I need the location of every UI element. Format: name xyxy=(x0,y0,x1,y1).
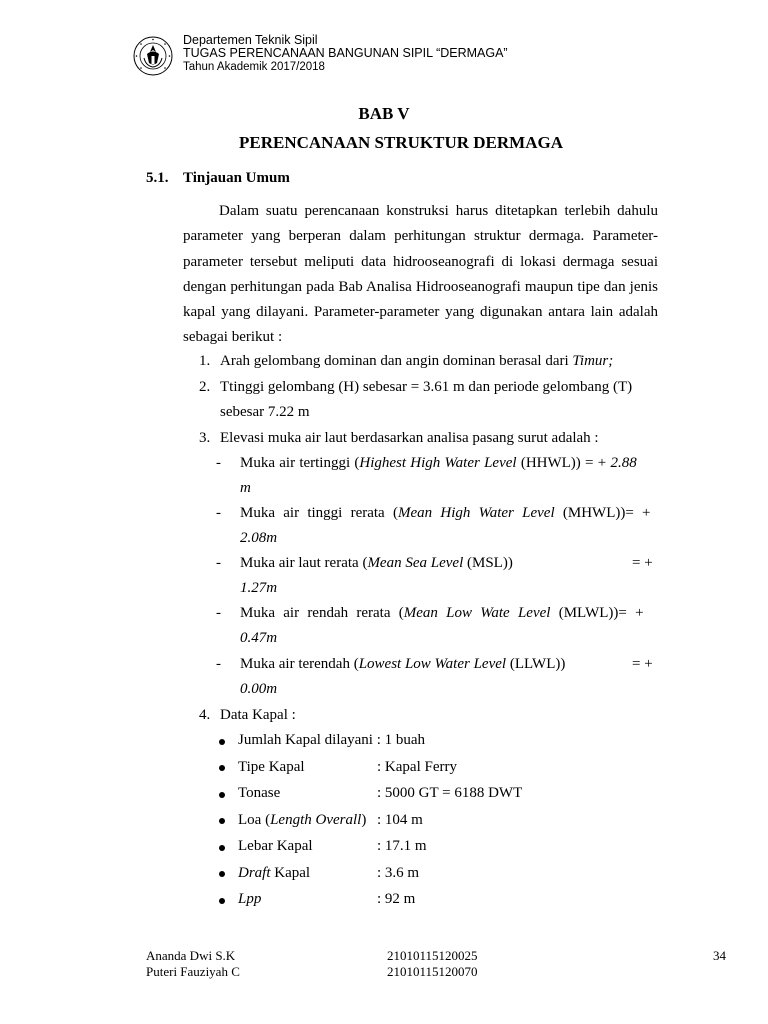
item-1-number: 1. xyxy=(199,353,211,369)
header-course: TUGAS PERENCANAAN BANGUNAN SIPIL “DERMAGA” xyxy=(183,46,508,60)
item-4-text: Data Kapal : xyxy=(220,707,296,723)
item-2-number: 2. xyxy=(199,379,211,395)
footer-nim-1: 21010115120025 xyxy=(387,948,478,963)
bullet-icon xyxy=(219,818,225,824)
hhwl-unit: m xyxy=(240,480,251,496)
bullet-icon xyxy=(219,739,225,745)
header-institution: Departemen Teknik Sipil xyxy=(183,33,318,47)
page-number: 34 xyxy=(713,948,726,963)
ship-lpp-value: : 92 m xyxy=(377,891,416,907)
chapter-title: PERENCANAAN STRUKTUR DERMAGA xyxy=(239,133,563,152)
item-4-number: 4. xyxy=(199,707,211,723)
ship-tipe-value: : Kapal Ferry xyxy=(377,759,457,775)
ship-tipe-label: Tipe Kapal xyxy=(238,759,305,775)
item-3-text: Elevasi muka air laut berdasarkan analisa pasang surut adalah : xyxy=(220,430,599,446)
llwl-equals: = + xyxy=(632,656,653,672)
chapter-label: BAB V xyxy=(358,104,410,123)
hhwl-dash: - xyxy=(216,455,221,471)
ship-lebar-value: : 17.1 m xyxy=(377,838,427,854)
bullet-icon xyxy=(219,871,225,877)
mhwl-dash: - xyxy=(216,505,221,521)
item-2-line1: Ttinggi gelombang (H) sebesar = 3.61 m dan periode gelombang (T) xyxy=(220,379,633,395)
ship-tonase-label: Tonase xyxy=(238,785,281,801)
footer-author-2: Puteri Fauziyah C xyxy=(146,964,240,979)
ship-loa-value: : 104 m xyxy=(377,812,423,828)
header-year: Tahun Akademik 2017/2018 xyxy=(183,61,325,73)
llwl-value: 0.00m xyxy=(240,681,278,697)
msl-line: Muka air laut rerata (Mean Sea Level (MSL)) xyxy=(240,555,513,571)
ship-lpp-label: Lpp xyxy=(238,891,262,907)
hhwl-line: Muka air tertinggi (Highest High Water Level (HHWL)) = + 2.88 xyxy=(240,455,637,471)
university-seal-logo xyxy=(133,36,173,76)
mlwl-value: 0.47m xyxy=(240,630,278,646)
footer-nim-2: 21010115120070 xyxy=(387,964,478,979)
mhwl-value: 2.08m xyxy=(240,530,278,546)
section-number: 5.1. xyxy=(146,170,169,186)
bullet-icon xyxy=(219,765,225,771)
ship-jumlah: Jumlah Kapal dilayani : 1 buah xyxy=(238,732,426,748)
ship-draft-value: : 3.6 m xyxy=(377,865,420,881)
item-1-text: Arah gelombang dominan dan angin dominan berasal dari Timur; xyxy=(220,353,614,369)
msl-dash: - xyxy=(216,555,221,571)
llwl-line: Muka air terendah (Lowest Low Water Level (LLWL)) xyxy=(240,656,566,672)
bullet-icon xyxy=(219,898,225,904)
bullet-icon xyxy=(219,845,225,851)
ship-loa-label: Loa (Length Overall) xyxy=(238,812,367,828)
ship-draft-label: Draft Kapal xyxy=(238,865,311,881)
msl-equals: = + xyxy=(632,555,653,571)
mlwl-line: Muka air rendah rerata (Mean Low Wate Level (MLWL))= + xyxy=(240,605,644,621)
footer-author-1: Ananda Dwi S.K xyxy=(146,948,236,963)
llwl-dash: - xyxy=(216,656,221,672)
ship-tonase-value: : 5000 GT = 6188 DWT xyxy=(377,785,523,801)
intro-paragraph: Dalam suatu perencanaan konstruksi harus ditetapkan terlebih dahulu parameter yang berperan dalam perhitungan struktur dermaga. Parameter-parameter tersebut meliputi data hidrooseanografi di lokasi dermaga sesuai dengan perhitungan pada Bab Analisa Hidrooseanografi maupun tipe dan jenis kapal yang dilayani. Parameter-parameter yang digunakan antara lain adalah sebagai berikut : xyxy=(183,203,658,346)
ship-lebar-label: Lebar Kapal xyxy=(238,838,313,854)
section-title: Tinjauan Umum xyxy=(183,170,290,186)
mlwl-dash: - xyxy=(216,605,221,621)
bullet-icon xyxy=(219,792,225,798)
item-2-line2: sebesar 7.22 m xyxy=(220,404,310,420)
msl-value: 1.27m xyxy=(240,580,278,596)
mhwl-line: Muka air tinggi rerata (Mean High Water Level (MHWL))= + xyxy=(240,505,651,521)
item-3-number: 3. xyxy=(199,430,211,446)
